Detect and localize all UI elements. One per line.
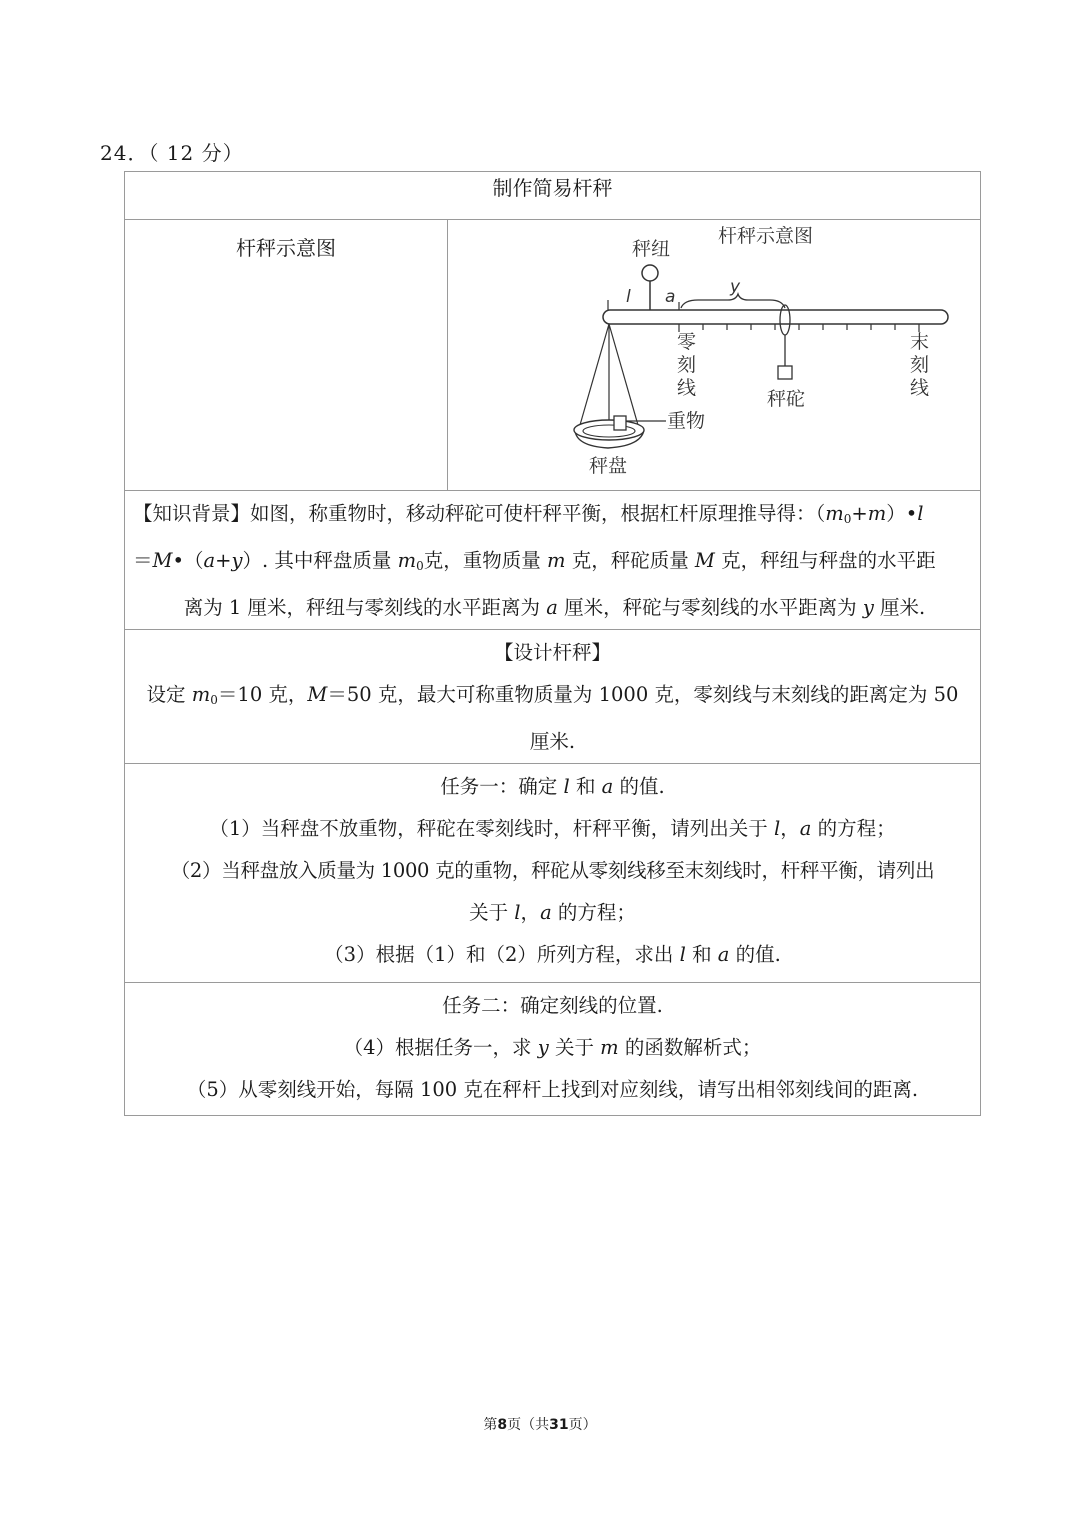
cheng-pan-label: 秤盘: [589, 455, 628, 477]
task1-text: 任务一：确定: [440, 775, 558, 798]
knowledge-text: 离为 1 厘米，秤纽与零刻线的水平距离为: [183, 596, 541, 619]
var-m: m: [191, 683, 211, 706]
page-footer: [0, 1414, 1080, 1434]
design-text: ＝50 克，最大可称重物质量为 1000 克，零刻线与末刻线的距离定为 50: [327, 683, 959, 706]
task2-text: 关于: [554, 1036, 594, 1059]
var-M: M: [694, 549, 715, 572]
var-a: a: [799, 817, 812, 840]
pan-string-left: [580, 324, 609, 425]
end-line-char-3: 线: [910, 377, 930, 399]
pan-string-right: [609, 324, 638, 425]
zero-line-char-3: 线: [677, 377, 697, 399]
footer-text: 页（共: [507, 1417, 550, 1433]
var-l: l: [917, 502, 924, 525]
dim-y-label: y: [730, 277, 741, 297]
task2-heading: 任务二：确定刻线的位置.: [442, 994, 663, 1017]
diagram-row: [125, 220, 981, 491]
design-line-2: 厘米.: [529, 730, 576, 753]
cheng-tuo-label: 秤砣: [767, 388, 806, 410]
design-cell: [125, 630, 981, 764]
task1-q3: [129, 934, 976, 976]
task1-text: 的方程；: [817, 817, 896, 840]
var-m: m: [600, 1036, 619, 1059]
task1-q2: [129, 850, 976, 892]
weight-object: [614, 416, 626, 430]
knowledge-heading: 【知识背景】: [133, 502, 251, 525]
var-l: l: [679, 943, 686, 966]
cheng-niu-label: 秤纽: [632, 238, 671, 260]
task1-q2-cont: [129, 892, 976, 934]
task2-cell: [125, 983, 981, 1116]
knowledge-text: ）•: [886, 502, 918, 525]
zero-line-char-2: 刻: [677, 354, 697, 376]
knowledge-line-1: [133, 493, 976, 540]
knowledge-text: 如图，称重物时，移动秤砣可使杆秤平衡，根据杠杆原理推导得：（: [250, 502, 826, 525]
task1-text: 的值.: [735, 943, 781, 966]
task1-text: （2）当秤盘放入质量为 1000 克的重物，秤砣从零刻线移至末刻线时，杆秤平衡，请列出: [170, 859, 935, 882]
design-text: 设定: [146, 683, 186, 706]
task2-text: （4）根据任务一，求: [343, 1036, 532, 1059]
task2-row: [125, 983, 981, 1116]
var-y: y: [231, 549, 243, 572]
diagram-label: 杆秤示意图: [125, 220, 448, 491]
var-m: m: [825, 502, 844, 525]
table-title: 制作简易杆秤: [125, 172, 981, 220]
task1-text: 的值.: [619, 775, 665, 798]
task1-text: ，: [520, 901, 541, 924]
beam-ticks: [679, 324, 919, 332]
page-number: 8: [497, 1417, 508, 1433]
var-M: M: [307, 683, 328, 706]
task1-text: （1）当秤盘不放重物，秤砣在零刻线时，杆秤平衡，请列出关于: [209, 817, 768, 840]
knowledge-text: 厘米，秤砣与零刻线的水平距离为: [564, 596, 857, 619]
knowledge-text: 克，秤砣质量: [571, 549, 689, 572]
var-y: y: [862, 596, 874, 619]
var-a: a: [717, 943, 730, 966]
task2-q5: （5）从零刻线开始，每隔 100 克在秤杆上找到对应刻线，请写出相邻刻线间的距离.: [186, 1078, 919, 1101]
cheng-niu-ring: [642, 265, 658, 281]
question-header: [100, 137, 244, 166]
end-line-char-2: 刻: [910, 354, 930, 376]
end-line-char-1: 末: [910, 331, 930, 353]
diagram-caption: 杆秤示意图: [718, 225, 814, 247]
dim-a-label: a: [665, 287, 676, 307]
footer-text: 第: [483, 1417, 498, 1433]
task1-text: 的方程；: [557, 901, 636, 924]
var-a: a: [546, 596, 558, 619]
subscript-0: 0: [416, 559, 424, 573]
dim-l-label: l: [626, 287, 631, 307]
zero-line-char-1: 零: [677, 331, 697, 353]
knowledge-text: 克，重物质量: [423, 549, 541, 572]
var-l: l: [774, 817, 781, 840]
question-number: 24．: [100, 141, 149, 165]
beam: [603, 310, 948, 324]
design-heading: 【设计杆秤】: [493, 641, 611, 664]
var-a: a: [601, 775, 614, 798]
problem-table: [124, 171, 981, 1116]
task1-text: 关于: [469, 901, 509, 924]
question-score: （ 12 分）: [148, 141, 244, 165]
var-m: m: [397, 549, 417, 572]
var-m: m: [546, 549, 566, 572]
title-row: [125, 172, 981, 220]
task1-heading: [129, 766, 976, 808]
knowledge-text: ）. 其中秤盘质量: [242, 549, 392, 572]
steelyard-diagram: [448, 220, 980, 478]
page-total: 31: [549, 1417, 569, 1433]
knowledge-text: 厘米.: [880, 596, 926, 619]
subscript-0: 0: [210, 693, 218, 707]
var-a: a: [540, 901, 552, 924]
design-line-1: [129, 674, 976, 721]
task1-row: [125, 764, 981, 983]
design-text: ＝10 克，: [217, 683, 308, 706]
knowledge-text: +: [215, 549, 232, 572]
var-l: l: [563, 775, 570, 798]
task2-q4: [129, 1027, 976, 1069]
task1-cell: [125, 764, 981, 983]
design-row: [125, 630, 981, 764]
counterweight-block: [778, 366, 792, 379]
subscript-0: 0: [843, 512, 852, 526]
knowledge-line-2: [133, 540, 976, 587]
task1-text: （3）根据（1）和（2）所列方程，求出: [324, 943, 674, 966]
var-l: l: [514, 901, 521, 924]
var-a: a: [203, 549, 216, 572]
knowledge-row: [125, 491, 981, 630]
footer-text: 页）: [568, 1417, 597, 1433]
diagram-cell: [448, 220, 981, 491]
task2-text: 的函数解析式；: [624, 1036, 762, 1059]
knowledge-cell: [125, 491, 981, 630]
task1-text: 和: [692, 943, 712, 966]
task1-q1: [129, 808, 976, 850]
var-M: M: [152, 549, 173, 572]
var-plus-m: +m: [851, 502, 887, 525]
zhong-wu-label: 重物: [667, 410, 706, 432]
knowledge-line-3: [133, 587, 976, 629]
task1-text: ，: [780, 817, 800, 840]
knowledge-text: ＝: [133, 549, 153, 572]
task1-text: 和: [575, 775, 596, 798]
var-y: y: [537, 1036, 549, 1059]
knowledge-text: 克，秤纽与秤盘的水平距: [721, 549, 936, 572]
knowledge-text: •（: [172, 549, 204, 572]
